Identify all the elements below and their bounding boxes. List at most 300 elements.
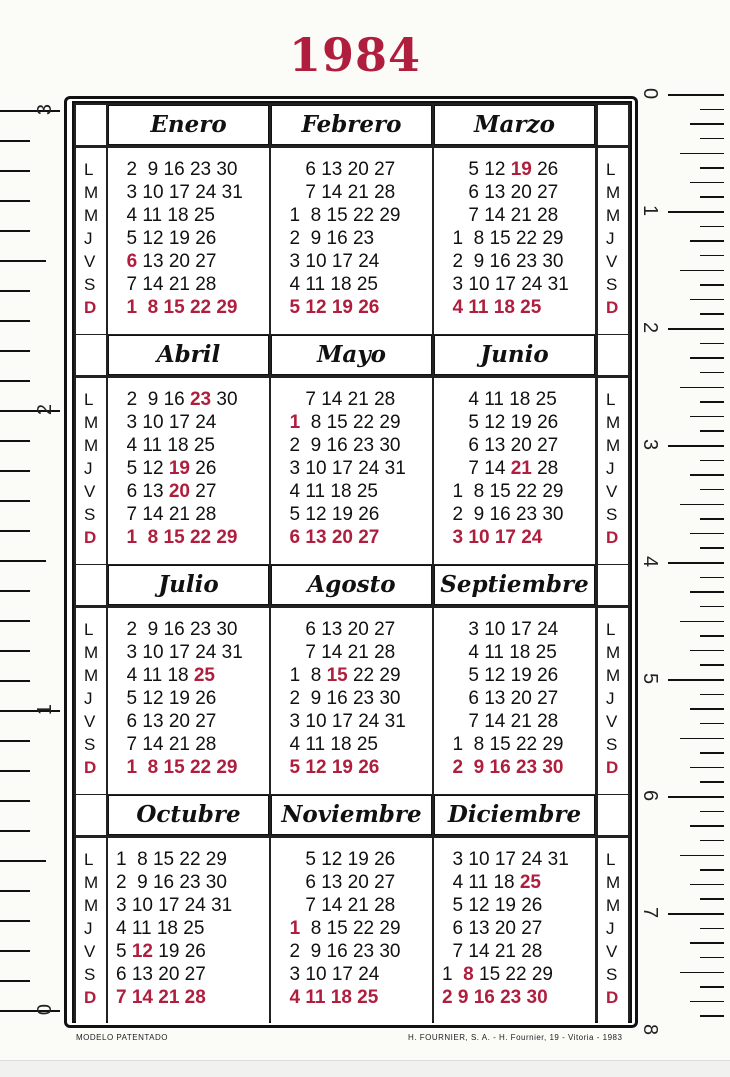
ruler-tick	[0, 140, 30, 142]
ruler-tick	[0, 230, 30, 232]
weekday-letter: M	[84, 896, 99, 915]
weekday-letter: S	[84, 735, 96, 754]
weekday-column-right	[598, 378, 628, 564]
month-days	[434, 378, 595, 564]
day-row: 4 11 18 25	[442, 642, 557, 663]
ruler-tick	[668, 796, 724, 798]
side-cap-left	[76, 335, 106, 375]
day-row: 7 14 21 28	[116, 734, 217, 755]
weekday-column-right	[598, 608, 628, 794]
ruler-tick	[0, 770, 30, 772]
weekday-letter: M	[84, 666, 99, 685]
weekday-letter: D	[606, 298, 619, 317]
day-row: 1 8 15 22 29	[116, 849, 227, 870]
day-row: 7 14 21 28	[442, 205, 559, 226]
month-name: Septiembre	[434, 565, 595, 605]
weekday-letter: L	[606, 390, 616, 409]
day-row: 5 12 19 26	[116, 688, 217, 709]
ruler-tick	[680, 270, 724, 272]
weekday-letter: M	[84, 643, 99, 662]
weekday-letter: L	[84, 850, 94, 869]
ruler-tick	[690, 474, 724, 476]
ruler-tick	[700, 869, 724, 871]
ruler-right-inch	[639, 84, 730, 1036]
day-row: 2 9 16 23 30	[126, 389, 238, 410]
ruler-label: 5	[639, 672, 662, 685]
month-name: Mayo	[271, 335, 432, 375]
ruler-tick	[700, 898, 724, 900]
day-row: 3 10 17 24 31	[442, 849, 569, 870]
day-row: 7 14 21 28	[116, 987, 206, 1008]
day-row: 1 8 15 22 29	[116, 757, 238, 778]
day-row: 7 14 21 28	[279, 182, 396, 203]
ruler-tick	[690, 591, 724, 593]
holiday-day: 25	[519, 872, 541, 893]
day-row: 4 11 18 25	[116, 205, 215, 226]
ruler-label: 0	[639, 87, 662, 100]
ruler-tick	[700, 138, 724, 140]
ruler-tick	[700, 226, 724, 228]
ruler-tick	[668, 562, 724, 564]
day-row: 4 11 18 25	[442, 389, 557, 410]
month-days	[108, 148, 269, 334]
day-row: 3 10 17 24 31	[279, 711, 406, 732]
month-days	[271, 608, 432, 794]
weekday-letter: V	[84, 942, 96, 961]
day-row: 5 12 19 26	[442, 412, 559, 433]
holiday-day: 21	[510, 458, 532, 479]
ruler-tick	[668, 94, 724, 96]
day-row: 1 8 15 22 29	[289, 918, 401, 939]
day-row: 6 13 20 27	[126, 251, 217, 272]
weekday-letter: S	[84, 505, 96, 524]
ruler-tick	[690, 708, 724, 710]
ruler-tick	[700, 547, 724, 549]
weekday-letter: M	[84, 183, 99, 202]
day-row: 4 11 18 25	[116, 435, 215, 456]
weekday-letter: M	[606, 183, 621, 202]
footer-left: MODELO PATENTADO	[76, 1033, 169, 1042]
weekday-letter: V	[606, 712, 618, 731]
ruler-tick	[690, 942, 724, 944]
ruler-tick	[700, 635, 724, 637]
ruler-label: 7	[639, 906, 662, 919]
month-name: Marzo	[434, 105, 595, 145]
ruler-tick	[690, 825, 724, 827]
ruler-tick	[0, 470, 30, 472]
ruler-tick	[700, 343, 724, 345]
ruler-tick	[668, 679, 724, 681]
side-cap-left	[76, 795, 106, 835]
day-row: 3 10 17 24	[116, 412, 217, 433]
ruler-tick	[0, 950, 30, 952]
day-row: 6 13 20 27	[442, 918, 543, 939]
day-row: 7 14 21 28	[468, 458, 559, 479]
day-row: 3 10 17 24	[279, 251, 380, 272]
day-row: 6 13 20 27	[279, 872, 396, 893]
weekday-letter: D	[606, 758, 619, 777]
ruler-tick	[680, 855, 724, 857]
side-cap-right	[598, 565, 628, 605]
ruler-tick	[680, 387, 724, 389]
day-row: 1 8 15 22 29	[442, 481, 564, 502]
weekday-letter: D	[84, 988, 97, 1007]
weekday-letter: L	[606, 620, 616, 639]
weekday-letter: S	[84, 965, 96, 984]
weekday-letter: J	[606, 459, 615, 478]
weekday-letter: M	[606, 206, 621, 225]
day-row: 6 13 20 27	[116, 711, 217, 732]
weekday-letter: M	[606, 413, 621, 432]
holiday-day: 19	[168, 458, 190, 479]
footer-right: H. FOURNIER, S. A. - H. Fournier, 19 - Vitoria - 1983	[408, 1033, 623, 1042]
ruler-tick	[0, 560, 46, 562]
day-row: 1 8 15 22 29	[116, 527, 238, 548]
ruler-tick	[0, 440, 30, 442]
day-row: 5 12 19 26	[279, 504, 380, 525]
ruler-tick	[0, 500, 30, 502]
day-row: 2 9 16 23 30	[279, 435, 401, 456]
ruler-tick	[690, 299, 724, 301]
day-row: 2 9 16 23 30	[279, 688, 401, 709]
weekday-letter: J	[606, 229, 615, 248]
day-row: 6 13 20 27	[279, 619, 396, 640]
ruler-tick	[0, 170, 30, 172]
weekday-letter: L	[606, 160, 616, 179]
weekday-letter: J	[606, 689, 615, 708]
day-row: 4 11 18 25	[116, 918, 205, 939]
day-row: 3 10 17 24 31	[116, 642, 243, 663]
month-days	[108, 838, 269, 1024]
day-row: 3 10 17 24 31	[442, 274, 569, 295]
side-cap-right	[598, 335, 628, 375]
year-title: 1984	[288, 28, 422, 82]
month-days	[434, 608, 595, 794]
day-row: 3 10 17 24 31	[116, 895, 233, 916]
day-row: 3 10 17 24 31	[116, 182, 243, 203]
ruler-tick	[0, 350, 30, 352]
weekday-letter: M	[84, 436, 99, 455]
day-row: 6 13 20 27	[442, 435, 559, 456]
day-row: 6 13 20 27	[116, 964, 206, 985]
day-row: 5 12 19 26	[116, 941, 206, 962]
day-row: 2 9 16 23	[279, 228, 375, 249]
day-row: 5 12 19 26	[442, 895, 543, 916]
holiday-day: 19	[510, 159, 532, 180]
ruler-tick	[690, 767, 724, 769]
ruler-tick	[0, 320, 30, 322]
ruler-tick	[690, 123, 724, 125]
day-row: 1 8 15 22 29	[279, 205, 401, 226]
day-row: 6 13 20 27	[442, 688, 559, 709]
day-row: 4 11 18 25	[279, 274, 378, 295]
holiday-day: 1	[289, 412, 301, 433]
side-cap-right	[598, 795, 628, 835]
weekday-letter: J	[84, 459, 93, 478]
weekday-letter: M	[606, 873, 621, 892]
day-row: 7 14 21 28	[279, 895, 396, 916]
ruler-tick	[690, 533, 724, 535]
ruler-tick	[700, 284, 724, 286]
weekday-letter: V	[84, 712, 96, 731]
weekday-letter: V	[84, 482, 96, 501]
ruler-tick	[0, 620, 30, 622]
day-row: 7 14 21 28	[442, 941, 543, 962]
ruler-tick	[700, 606, 724, 608]
side-cap-left	[76, 565, 106, 605]
ruler-label: 4	[639, 555, 662, 568]
calendar-grid	[72, 101, 632, 1023]
day-row: 5 12 19 26	[442, 665, 559, 686]
weekday-letter: L	[606, 850, 616, 869]
weekday-letter: J	[84, 229, 93, 248]
ruler-label: 1	[639, 204, 662, 217]
day-row: 4 11 18 25	[279, 481, 378, 502]
ruler-tick	[700, 840, 724, 842]
weekday-letter: L	[84, 390, 94, 409]
ruler-tick	[700, 196, 724, 198]
ruler-label: 3	[639, 438, 662, 451]
holiday-day: 25	[193, 665, 215, 686]
day-row: 4 11 18 25	[279, 987, 379, 1008]
ruler-label: 1	[34, 703, 57, 716]
ruler-tick	[700, 313, 724, 315]
day-row: 6 13 20 27	[279, 159, 396, 180]
weekday-letter: M	[606, 643, 621, 662]
weekday-letter: D	[84, 758, 97, 777]
weekday-column-left	[76, 148, 106, 334]
ruler-tick	[700, 489, 724, 491]
ruler-tick	[700, 752, 724, 754]
month-days	[271, 838, 432, 1024]
ruler-label: 0	[34, 1003, 57, 1016]
day-row: 6 13 20 27	[442, 182, 559, 203]
day-row: 7 14 21 28	[279, 642, 396, 663]
ruler-tick	[690, 240, 724, 242]
ruler-tick	[0, 920, 30, 922]
ruler-tick	[690, 1001, 724, 1003]
ruler-label: 8	[639, 1023, 662, 1036]
day-row: 2 9 16 23 30	[442, 987, 548, 1008]
month-days	[271, 148, 432, 334]
ruler-tick	[0, 740, 30, 742]
month-name: Noviembre	[271, 795, 432, 835]
holiday-day: 8	[463, 964, 474, 985]
day-row: 2 9 16 23 30	[442, 757, 564, 778]
ruler-tick	[0, 800, 30, 802]
ruler-tick	[700, 957, 724, 959]
day-row: 2 9 16 23 30	[116, 872, 227, 893]
ruler-tick	[0, 980, 30, 982]
ruler-tick	[700, 518, 724, 520]
ruler-tick	[700, 694, 724, 696]
weekday-letter: S	[84, 275, 96, 294]
day-row: 4 11 18 25	[126, 665, 215, 686]
day-row: 4 11 18 25	[442, 297, 542, 318]
ruler-tick	[690, 357, 724, 359]
weekday-column-left	[76, 608, 106, 794]
ruler-tick	[668, 445, 724, 447]
ruler-tick	[690, 416, 724, 418]
weekday-column-right	[598, 148, 628, 334]
weekday-letter: V	[606, 252, 618, 271]
day-row: 6 13 20 27	[279, 527, 380, 548]
weekday-letter: S	[606, 275, 618, 294]
day-row: 3 10 17 24	[442, 619, 559, 640]
ruler-tick	[700, 401, 724, 403]
weekday-letter: J	[84, 689, 93, 708]
ruler-label: 2	[639, 321, 662, 334]
ruler-tick	[680, 738, 724, 740]
ruler-tick	[700, 255, 724, 257]
month-days	[108, 378, 269, 564]
weekday-letter: J	[84, 919, 93, 938]
day-row: 6 13 20 27	[126, 481, 217, 502]
ruler-tick	[680, 504, 724, 506]
month-name: Octubre	[108, 795, 269, 835]
ruler-tick	[668, 913, 724, 915]
day-row: 7 14 21 28	[442, 711, 559, 732]
ruler-tick	[0, 200, 30, 202]
ruler-tick	[680, 153, 724, 155]
weekday-letter: M	[606, 436, 621, 455]
day-row: 2 9 16 23 30	[116, 619, 238, 640]
day-row: 3 10 17 24 31	[279, 458, 406, 479]
ruler-tick	[668, 211, 724, 213]
month-days	[434, 148, 595, 334]
ruler-tick	[700, 664, 724, 666]
ruler-tick	[700, 723, 724, 725]
month-name: Diciembre	[434, 795, 595, 835]
ruler-tick	[700, 460, 724, 462]
weekday-letter: V	[606, 482, 618, 501]
ruler-tick	[700, 928, 724, 930]
month-name: Febrero	[271, 105, 432, 145]
month-name: Abril	[108, 335, 269, 375]
day-row: 7 14 21 28	[116, 504, 217, 525]
ruler-tick	[700, 1015, 724, 1017]
day-row: 7 14 21 28	[279, 389, 396, 410]
month-name: Enero	[108, 105, 269, 145]
weekday-column-left	[76, 378, 106, 564]
weekday-letter: D	[84, 298, 97, 317]
ruler-tick	[700, 577, 724, 579]
weekday-letter: M	[606, 896, 621, 915]
day-row: 2 9 16 23 30	[279, 941, 401, 962]
weekday-column-right	[598, 838, 628, 1024]
weekday-column-left	[76, 838, 106, 1024]
day-row: 2 9 16 23 30	[116, 159, 238, 180]
weekday-letter: J	[606, 919, 615, 938]
weekday-letter: S	[606, 965, 618, 984]
ruler-tick	[690, 182, 724, 184]
ruler-tick	[700, 167, 724, 169]
day-row: 3 10 17 24	[279, 964, 380, 985]
month-name: Julio	[108, 565, 269, 605]
ruler-left-cm	[0, 84, 64, 1024]
weekday-letter: D	[84, 528, 97, 547]
month-name: Agosto	[271, 565, 432, 605]
ruler-tick	[0, 290, 30, 292]
weekday-letter: L	[84, 160, 94, 179]
card-edge	[0, 1060, 730, 1077]
weekday-letter: D	[606, 988, 619, 1007]
ruler-tick	[0, 590, 30, 592]
month-days	[271, 378, 432, 564]
ruler-tick	[700, 986, 724, 988]
day-row: 5 12 19 26	[279, 849, 396, 870]
ruler-tick	[0, 380, 30, 382]
holiday-day: 12	[131, 941, 153, 962]
month-days	[434, 838, 595, 1024]
holiday-day: 20	[168, 481, 190, 502]
holiday-day: 1	[289, 918, 301, 939]
ruler-tick	[0, 260, 46, 262]
ruler-tick	[0, 650, 30, 652]
holiday-day: 6	[126, 251, 138, 272]
weekday-letter: L	[84, 620, 94, 639]
weekday-letter: M	[84, 206, 99, 225]
weekday-letter: S	[606, 505, 618, 524]
day-row: 2 9 16 23 30	[442, 251, 564, 272]
month-days	[108, 608, 269, 794]
day-row: 5 12 19 26	[279, 297, 380, 318]
day-row: 1 8 15 22 29	[289, 412, 401, 433]
ruler-tick	[690, 650, 724, 652]
ruler-tick	[0, 530, 30, 532]
day-row: 1 8 15 22 29	[442, 964, 553, 985]
ruler-tick	[690, 884, 724, 886]
ruler-tick	[0, 860, 46, 862]
weekday-letter: M	[606, 666, 621, 685]
weekday-letter: S	[606, 735, 618, 754]
day-row: 5 12 19 26	[279, 757, 380, 778]
ruler-label: 2	[34, 403, 57, 416]
day-row: 5 12 19 26	[468, 159, 559, 180]
side-cap-right	[598, 105, 628, 145]
day-row: 1 8 15 22 29	[442, 228, 564, 249]
day-row: 1 8 15 22 29	[289, 665, 401, 686]
day-row: 5 12 19 26	[116, 228, 217, 249]
ruler-tick	[0, 890, 30, 892]
ruler-tick	[700, 811, 724, 813]
weekday-letter: M	[84, 873, 99, 892]
day-row: 1 8 15 22 29	[442, 734, 564, 755]
ruler-tick	[0, 680, 30, 682]
ruler-tick	[680, 621, 724, 623]
ruler-tick	[680, 972, 724, 974]
ruler-tick	[668, 328, 724, 330]
ruler-tick	[0, 830, 30, 832]
side-cap-left	[76, 105, 106, 145]
ruler-tick	[700, 109, 724, 111]
ruler-tick	[700, 781, 724, 783]
weekday-letter: V	[84, 252, 96, 271]
ruler-label: 6	[639, 789, 662, 802]
day-row: 3 10 17 24	[442, 527, 543, 548]
day-row: 4 11 18 25	[279, 734, 378, 755]
holiday-day: 23	[189, 389, 212, 410]
ruler-label: 3	[34, 103, 57, 116]
month-name: Junio	[434, 335, 595, 375]
day-row: 1 8 15 22 29	[116, 297, 238, 318]
day-row: 2 9 16 23 30	[442, 504, 564, 525]
day-row: 5 12 19 26	[126, 458, 217, 479]
ruler-tick	[700, 430, 724, 432]
day-row: 4 11 18 25	[452, 872, 541, 893]
holiday-day: 15	[326, 665, 348, 686]
day-row: 7 14 21 28	[116, 274, 217, 295]
